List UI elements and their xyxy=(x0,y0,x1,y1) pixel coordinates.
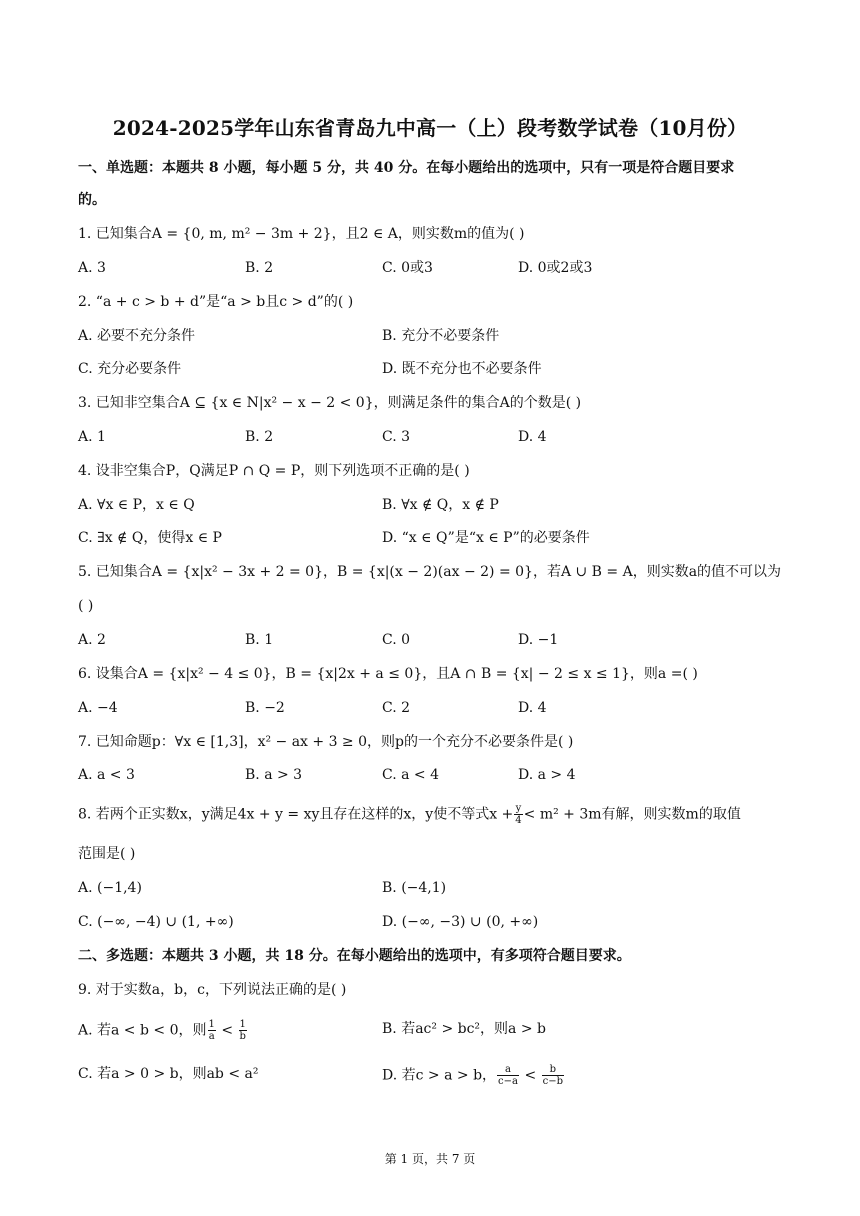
q9-a-less-than: < xyxy=(221,1022,234,1039)
q9-option-d-text: D. 若c > a > b， xyxy=(382,1067,497,1084)
page-footer: 第 1 页，共 7 页 xyxy=(384,1152,476,1166)
question-8-stem xyxy=(78,803,741,826)
question-1-stem: 1. 已知集合A = {0, m, m² − 3m + 2}，且2 ∈ A，则实数m的值为( ) xyxy=(78,226,525,242)
q5-option-d: D. −1 xyxy=(518,632,559,648)
q9-a-fraction-1-num: 1 xyxy=(208,1019,215,1030)
q6-option-b: B. −2 xyxy=(245,700,285,716)
question-2-stem: 2. “a + c > b + d”是“a > b且c > d”的( ) xyxy=(78,294,354,310)
q9-d-fraction-1-num: a xyxy=(497,1064,519,1076)
q8-fraction-denominator: 4 xyxy=(515,815,522,826)
q5-option-c: C. 0 xyxy=(382,632,411,648)
q3-option-a: A. 1 xyxy=(78,429,106,445)
q9-a-fraction-2 xyxy=(239,1019,247,1042)
q4-option-b: B. ∀x ∉ Q，x ∉ P xyxy=(382,497,499,513)
q9-d-fraction-2-den: c−b xyxy=(542,1076,564,1087)
q9-option-d xyxy=(382,1064,565,1087)
q7-option-c: C. a < 4 xyxy=(382,767,439,783)
question-9-stem: 9. 对于实数a，b，c，下列说法正确的是( ) xyxy=(78,982,347,998)
q6-option-c: C. 2 xyxy=(382,700,411,716)
q3-option-b: B. 2 xyxy=(245,429,274,445)
q3-option-d: D. 4 xyxy=(518,429,547,445)
section-heading-single-choice: 一、单选题：本题共 8 小题，每小题 5 分，共 40 分。在每小题给出的选项中，只有一项是符合题目要求 xyxy=(78,160,735,176)
question-5-stem-cont: ( ) xyxy=(78,598,94,614)
q9-option-b: B. 若ac² > bc²，则a > b xyxy=(382,1021,546,1037)
q1-option-c: C. 0或3 xyxy=(382,260,433,276)
q9-d-fraction-1-den: c−a xyxy=(498,1076,518,1087)
q9-option-a xyxy=(78,1019,248,1042)
q8-option-a: A. (−1,4) xyxy=(78,880,142,896)
q9-a-fraction-2-num: 1 xyxy=(239,1019,246,1030)
q8-option-b: B. (−4,1) xyxy=(382,880,447,896)
q9-d-fraction-1 xyxy=(497,1064,519,1087)
q1-option-b: B. 2 xyxy=(245,260,274,276)
question-4-stem: 4. 设非空集合P，Q满足P ∩ Q = P，则下列选项不正确的是( ) xyxy=(78,463,470,479)
question-7-stem: 7. 已知命题p：∀x ∈ [1,3]，x² − ax + 3 ≥ 0，则p的一个充分不必要条件是( ) xyxy=(78,734,574,750)
question-8-stem-cont: 范围是( ) xyxy=(78,846,136,862)
q4-option-d: D. “x ∈ Q”是“x ∈ P”的必要条件 xyxy=(382,530,590,546)
q2-option-d: D. 既不充分也不必要条件 xyxy=(382,361,542,377)
q9-d-fraction-2 xyxy=(542,1064,564,1087)
q8-option-d: D. (−∞, −3) ∪ (0, +∞) xyxy=(382,914,539,930)
q9-d-fraction-2-num: b xyxy=(542,1064,564,1076)
question-6-stem: 6. 设集合A = {x|x² − 4 ≤ 0}，B = {x|2x + a ≤ 0}，且A ∩ B = {x| − 2 ≤ x ≤ 1}，则a =( ) xyxy=(78,666,698,682)
q5-option-b: B. 1 xyxy=(245,632,274,648)
q9-option-c: C. 若a > 0 > b，则ab < a² xyxy=(78,1066,259,1082)
q9-a-fraction-1-den: a xyxy=(208,1031,215,1042)
q8-fraction-numerator: y xyxy=(515,803,522,814)
q9-option-a-text: A. 若a < b < 0，则 xyxy=(78,1022,207,1039)
q9-d-less-than: < xyxy=(524,1067,537,1084)
q9-a-fraction-2-den: b xyxy=(239,1031,246,1042)
q2-option-a: A. 必要不充分条件 xyxy=(78,328,196,344)
q8-stem-part-b: < m² + 3m有解，则实数m的取值 xyxy=(523,806,741,823)
q4-option-c: C. ∃x ∉ Q，使得x ∈ P xyxy=(78,530,222,546)
q3-option-c: C. 3 xyxy=(382,429,411,445)
q9-a-fraction-1 xyxy=(208,1019,216,1042)
q7-option-a: A. a < 3 xyxy=(78,767,135,783)
q1-option-d: D. 0或2或3 xyxy=(518,260,593,276)
q7-option-d: D. a > 4 xyxy=(518,767,576,783)
q8-stem-part-a: 8. 若两个正实数x，y满足4x + y = xy且存在这样的x，y使不等式x + xyxy=(78,806,514,823)
q1-option-a: A. 3 xyxy=(78,260,106,276)
q6-option-d: D. 4 xyxy=(518,700,547,716)
section-heading-multi-choice: 二、多选题：本题共 3 小题，共 18 分。在每小题给出的选项中，有多项符合题目要求。 xyxy=(78,948,631,964)
question-5-stem: 5. 已知集合A = {x|x² − 3x + 2 = 0}，B = {x|(x − 2)(ax − 2) = 0}，若A ∪ B = A，则实数a的值不可以为 xyxy=(78,564,782,580)
question-3-stem: 3. 已知非空集合A ⊆ {x ∈ N|x² − x − 2 < 0}，则满足条件的集合A的个数是( ) xyxy=(78,395,582,411)
q2-option-b: B. 充分不必要条件 xyxy=(382,328,500,344)
q5-option-a: A. 2 xyxy=(78,632,106,648)
q8-fraction xyxy=(514,803,522,826)
section-heading-single-choice-cont: 的。 xyxy=(78,192,106,208)
q8-option-c: C. (−∞, −4) ∪ (1, +∞) xyxy=(78,914,234,930)
q6-option-a: A. −4 xyxy=(78,700,118,716)
page-title: 2024-2025学年山东省青岛九中高一（上）段考数学试卷（10月份） xyxy=(112,116,748,140)
q7-option-b: B. a > 3 xyxy=(245,767,303,783)
q2-option-c: C. 充分必要条件 xyxy=(78,361,182,377)
q4-option-a: A. ∀x ∈ P，x ∈ Q xyxy=(78,497,195,513)
